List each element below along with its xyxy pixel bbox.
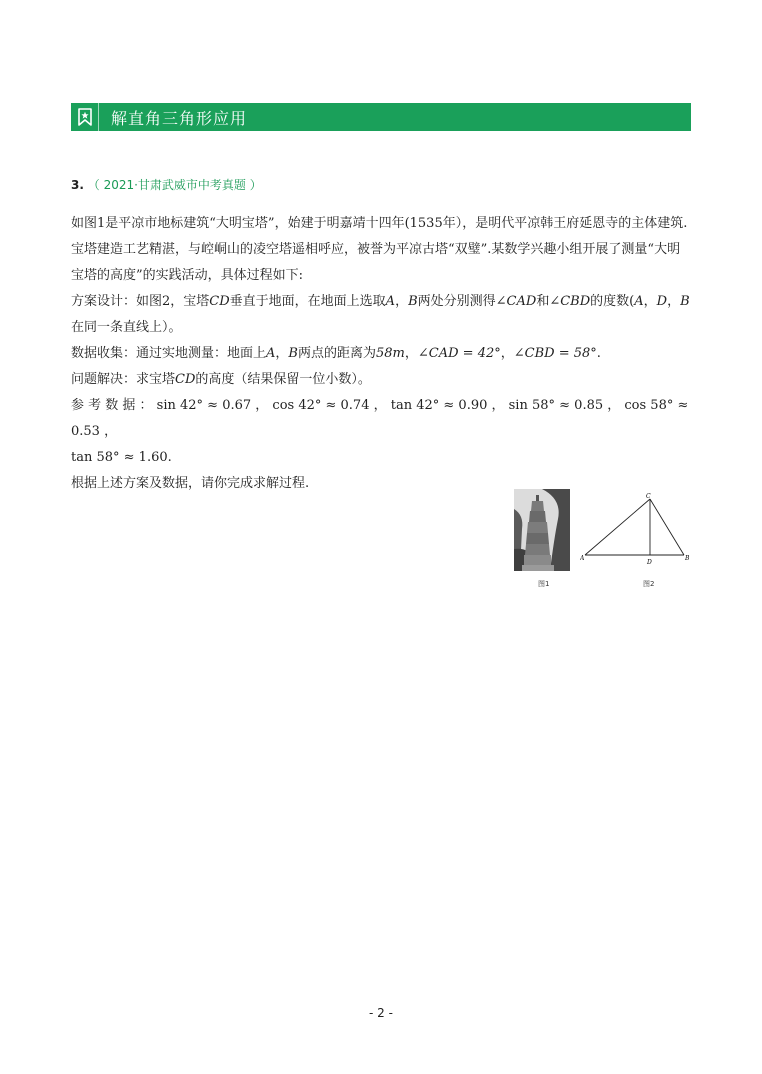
question-body [71, 211, 693, 497]
label-c: C [646, 493, 651, 500]
math-point-b: B [288, 346, 298, 361]
design-text: ， [395, 294, 409, 309]
math-angle-cbd-value: ∠CBD = 58° [513, 346, 597, 361]
collect-text: ， [404, 346, 418, 361]
math-cd: CD [209, 294, 230, 309]
collect-text: 数据收集：通过实地测量：地面上 [71, 346, 267, 361]
question-header [71, 176, 262, 193]
design-text: 两处分别测得 [417, 294, 496, 309]
collect-text: 两点的距离为 [297, 346, 376, 361]
figure2-caption: 图2 [643, 580, 655, 588]
collect-text: ， [500, 346, 514, 361]
question-source: （ 2021·甘肃武威市中考真题 ） [87, 178, 262, 192]
math-point-a: A [634, 294, 644, 309]
design-text: 和 [536, 294, 550, 309]
ref-cos58: cos 58° ≈ 0.53 [71, 398, 689, 439]
bookmark-star-icon [71, 103, 99, 131]
solve-text: 的高度（结果保留一位小数）。 [195, 372, 371, 387]
math-point-b: B [680, 294, 690, 309]
reference-label: 参 考 数 据 ： [71, 398, 153, 413]
math-point-a: A [385, 294, 396, 309]
ref-sin58: sin 58° ≈ 0.85 [508, 398, 604, 413]
collect-paragraph [71, 341, 693, 367]
math-point-a: A [266, 346, 276, 361]
section-banner [71, 103, 691, 131]
design-text: ， [643, 294, 657, 309]
intro-paragraph: 如图1是平凉市地标建筑“大明宝塔”，始建于明嘉靖十四年(1535年），是明代平凉韩王府延恩寺的主体建筑.宝塔建造工艺精湛，与崆峒山的凌空塔遥相呼应，被誉为平凉古塔“双璧”.某数学兴趣小组开展了测量“大明宝塔的高度”的实践活动，具体过程如下: [71, 216, 688, 283]
design-text: 垂直于地面，在地面上选取 [229, 294, 386, 309]
label-a: A [580, 555, 585, 562]
ref-sin42: sin 42° ≈ 0.67 [156, 398, 252, 413]
design-text: 在同一条直线上）。 [71, 320, 182, 335]
collect-text: . [596, 346, 601, 361]
pagoda-photo [514, 489, 570, 571]
math-angle-cbd: ∠CBD [549, 294, 591, 309]
ref-tan42: tan 42° ≈ 0.90 [390, 398, 488, 413]
math-distance: 58m [376, 346, 405, 361]
math-point-b: B [408, 294, 418, 309]
math-point-d: D [656, 294, 668, 309]
figures [512, 487, 692, 592]
solve-text: 问题解决：求宝塔 [71, 372, 176, 387]
math-angle-cad-value: ∠CAD = 42° [417, 346, 501, 361]
design-text: ， [667, 294, 681, 309]
page-number: - 2 - [369, 1006, 393, 1020]
figure1-caption: 图1 [538, 580, 550, 588]
triangle-diagram [580, 493, 690, 567]
section-title: 解直角三角形应用 [111, 108, 248, 128]
solve-paragraph [71, 367, 693, 393]
design-text: 的度数( [590, 294, 635, 309]
question-number: 3. [71, 178, 84, 192]
ref-tan58: tan 58° ≈ 1.60. [71, 450, 172, 465]
design-text: 方案设计：如图2，宝塔 [71, 294, 210, 309]
ref-cos42: cos 42° ≈ 0.74 [272, 398, 370, 413]
collect-text: ， [275, 346, 289, 361]
label-b: B [685, 555, 690, 562]
reference-data: 参 考 数 据 ： sin 42° ≈ 0.67 ， cos 42° ≈ 0.74 ， tan 42° ≈ 0.90 ， sin 58° ≈ 0.85 ， cos 58° ≈ 0.53 ， tan 58° ≈ 1.60. [71, 398, 689, 465]
math-cd: CD [175, 372, 196, 387]
label-d: D [647, 559, 652, 566]
closing-paragraph: 根据上述方案及数据，请你完成求解过程. [71, 476, 310, 491]
math-angle-cad: ∠CAD [495, 294, 537, 309]
design-paragraph [71, 289, 693, 341]
